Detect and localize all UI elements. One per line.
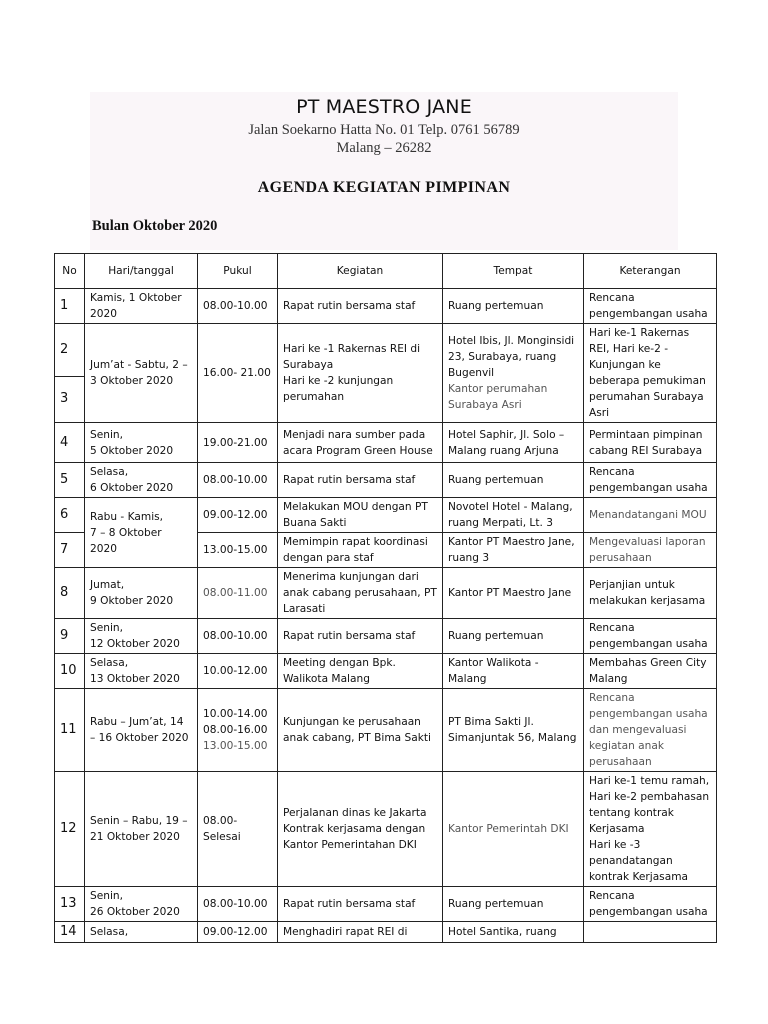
date-cell [85, 498, 198, 568]
date-value: 7 – 8 Oktober [90, 526, 162, 539]
date-day: Senin, [90, 428, 123, 441]
place-cell: Ruang pertemuan [443, 887, 584, 922]
time-cell: 08.00-11.00 [198, 568, 278, 619]
time-cell: 08.00- Selesai [198, 772, 278, 887]
place-cell: PT Bima Sakti Jl. Simanjuntak 56, Malang [443, 689, 584, 772]
activity-cell: Menghadiri rapat REI di [278, 922, 443, 943]
row-number: 3 [55, 376, 85, 422]
column-header-date: Hari/tanggal [85, 254, 198, 289]
note-cell: Rencana pengembangan usaha [584, 619, 717, 654]
company-city: Malang – 26282 [336, 140, 432, 156]
date-day: Senin, [90, 890, 123, 902]
row-number: 7 [55, 533, 85, 568]
activity-cell: Rapat rutin bersama staf [278, 463, 443, 498]
note-cell [584, 922, 717, 943]
note-part-2: Hari ke -3 penandatangan kontrak Kerjasama [589, 839, 689, 883]
row-number: 6 [55, 498, 85, 533]
table-row [55, 498, 717, 533]
row-number: 11 [55, 689, 85, 772]
row-number: 2 [55, 324, 85, 377]
activity-cell: Melakukan MOU dengan PT Buana Sakti [278, 498, 443, 533]
table-row [55, 463, 717, 498]
place-cell: Hotel Santika, ruang [443, 922, 584, 943]
date-cell [85, 654, 198, 689]
date-value: 9 Oktober 2020 [90, 595, 174, 607]
activity-cell: Meeting dengan Bpk. Walikota Malang [278, 654, 443, 689]
time-cell: 09.00-12.00 [198, 922, 278, 943]
time-cell: 09.00-12.00 [198, 498, 278, 533]
table-row [55, 922, 717, 943]
note-cell [584, 772, 717, 887]
table-row [55, 689, 717, 772]
table-header-row [55, 254, 717, 289]
note-cell: Hari ke-1 Rakernas REI, Hari ke-2 - Kunjungan ke beberapa pemukiman perumahan Surabaya Asri [584, 324, 717, 423]
row-number: 13 [55, 887, 85, 922]
note-cell: Menandatangani MOU [584, 498, 717, 533]
place-cell: Ruang pertemuan [443, 463, 584, 498]
place-cell: Ruang pertemuan [443, 619, 584, 654]
date-day: Senin, [90, 622, 123, 634]
document-title: AGENDA KEGIATAN PIMPINAN [257, 179, 511, 196]
place-cell [443, 324, 584, 423]
row-number: 9 [55, 619, 85, 654]
time-cell [198, 689, 278, 772]
date-cell [85, 568, 198, 619]
date-cell: Kamis, 1 Oktober 2020 [85, 289, 198, 324]
letterhead [90, 92, 678, 250]
table-row [55, 423, 717, 463]
note-cell: Rencana pengembangan usaha [584, 289, 717, 324]
activity-cell: Menjadi nara sumber pada acara Program Green House [278, 423, 443, 463]
time-cell: 10.00-12.00 [198, 654, 278, 689]
place-cell: Kantor PT Maestro Jane, ruang 3 [443, 533, 584, 568]
place-cell: Ruang pertemuan [443, 289, 584, 324]
activity-cell [278, 324, 443, 423]
place-cell: Hotel Saphir, Jl. Solo – Malang ruang Arjuna [443, 423, 584, 463]
date-day: Selasa, [90, 466, 129, 478]
time-cell: 08.00-10.00 [198, 619, 278, 654]
activity-cell: Kunjungan ke perusahaan anak cabang, PT Bima Sakti [278, 689, 443, 772]
row-number: 10 [55, 654, 85, 689]
date-cell [85, 619, 198, 654]
time-cell: 13.00-15.00 [198, 533, 278, 568]
date-value: 26 Oktober 2020 [90, 906, 180, 918]
date-year: 2020 [90, 542, 117, 555]
time-day-1: 10.00-14.00 [203, 708, 268, 720]
date-cell: Selasa, [85, 922, 198, 943]
date-value: 6 Oktober 2020 [90, 482, 174, 494]
company-address: Jalan Soekarno Hatta No. 01 Telp. 0761 56789 [248, 122, 520, 138]
activity-day-2: Hari ke -2 kunjungan perumahan [283, 375, 394, 403]
note-cell: Mengevaluasi laporan perusahaan [584, 533, 717, 568]
date-value: 12 Oktober 2020 [90, 638, 180, 650]
table-row [55, 324, 717, 377]
column-header-place: Tempat [443, 254, 584, 289]
place-cell: Kantor Walikota - Malang [443, 654, 584, 689]
place-cell: Kantor Pemerintah DKI [443, 772, 584, 887]
place-day-1: Hotel Ibis, Jl. Monginsidi 23, Surabaya, ruang Bugenvil [448, 335, 575, 379]
time-day-2: 08.00-16.00 [203, 724, 268, 736]
activity-cell: Menerima kunjungan dari anak cabang perusahaan, PT Larasati [278, 568, 443, 619]
agenda-table [54, 253, 717, 943]
table-row [55, 887, 717, 922]
note-cell: Rencana pengembangan usaha dan mengevaluasi kegiatan anak perusahaan [584, 689, 717, 772]
column-header-activity: Kegiatan [278, 254, 443, 289]
date-cell [85, 463, 198, 498]
month-label: Bulan Oktober 2020 [92, 218, 218, 234]
row-number: 5 [55, 463, 85, 498]
table-row [55, 619, 717, 654]
column-header-time: Pukul [198, 254, 278, 289]
time-day-3: 13.00-15.00 [203, 740, 268, 752]
date-cell: Rabu – Jum’at, 14 – 16 Oktober 2020 [85, 689, 198, 772]
table-row [55, 289, 717, 324]
note-cell: Rencana pengembangan usaha [584, 887, 717, 922]
place-day-2: Kantor perumahan Surabaya Asri [448, 383, 548, 411]
row-number: 14 [55, 922, 85, 943]
row-number: 4 [55, 423, 85, 463]
activity-cell: Rapat rutin bersama staf [278, 887, 443, 922]
place-cell: Novotel Hotel - Malang, ruang Merpati, Lt. 3 [443, 498, 584, 533]
column-header-no: No [55, 254, 85, 289]
row-number: 1 [55, 289, 85, 324]
note-cell: Perjanjian untuk melakukan kerjasama [584, 568, 717, 619]
activity-cell: Rapat rutin bersama staf [278, 289, 443, 324]
date-day: Selasa, [90, 657, 129, 669]
time-cell: 16.00- 21.00 [198, 324, 278, 423]
time-cell: 19.00-21.00 [198, 423, 278, 463]
time-cell: 08.00-10.00 [198, 463, 278, 498]
table-row [55, 568, 717, 619]
note-part-1: Hari ke-1 temu ramah, Hari ke-2 pembahasan tentang kontrak Kerjasama [589, 775, 710, 835]
row-number: 8 [55, 568, 85, 619]
date-cell: Senin – Rabu, 19 – 21 Oktober 2020 [85, 772, 198, 887]
note-cell: Permintaan pimpinan cabang REI Surabaya [584, 423, 717, 463]
place-cell: Kantor PT Maestro Jane [443, 568, 584, 619]
date-cell: Jum’at - Sabtu, 2 – 3 Oktober 2020 [85, 324, 198, 423]
date-value: 5 Oktober 2020 [90, 444, 174, 457]
date-value: 13 Oktober 2020 [90, 673, 180, 685]
time-cell: 08.00-10.00 [198, 289, 278, 324]
date-day: Jumat, [90, 579, 125, 591]
table-row [55, 654, 717, 689]
activity-cell: Memimpin rapat koordinasi dengan para staf [278, 533, 443, 568]
date-day: Rabu - Kamis, [90, 510, 164, 523]
table-row [55, 772, 717, 887]
note-cell: Rencana pengembangan usaha [584, 463, 717, 498]
date-cell [85, 423, 198, 463]
time-cell: 08.00-10.00 [198, 887, 278, 922]
row-number: 12 [55, 772, 85, 887]
activity-day-1: Hari ke -1 Rakernas REI di Surabaya [283, 343, 421, 371]
note-cell: Membahas Green City Malang [584, 654, 717, 689]
company-name: PT MAESTRO JANE [296, 96, 472, 118]
column-header-note: Keterangan [584, 254, 717, 289]
activity-cell: Rapat rutin bersama staf [278, 619, 443, 654]
date-cell [85, 887, 198, 922]
activity-cell: Perjalanan dinas ke Jakarta Kontrak kerjasama dengan Kantor Pemerintahan DKI [278, 772, 443, 887]
